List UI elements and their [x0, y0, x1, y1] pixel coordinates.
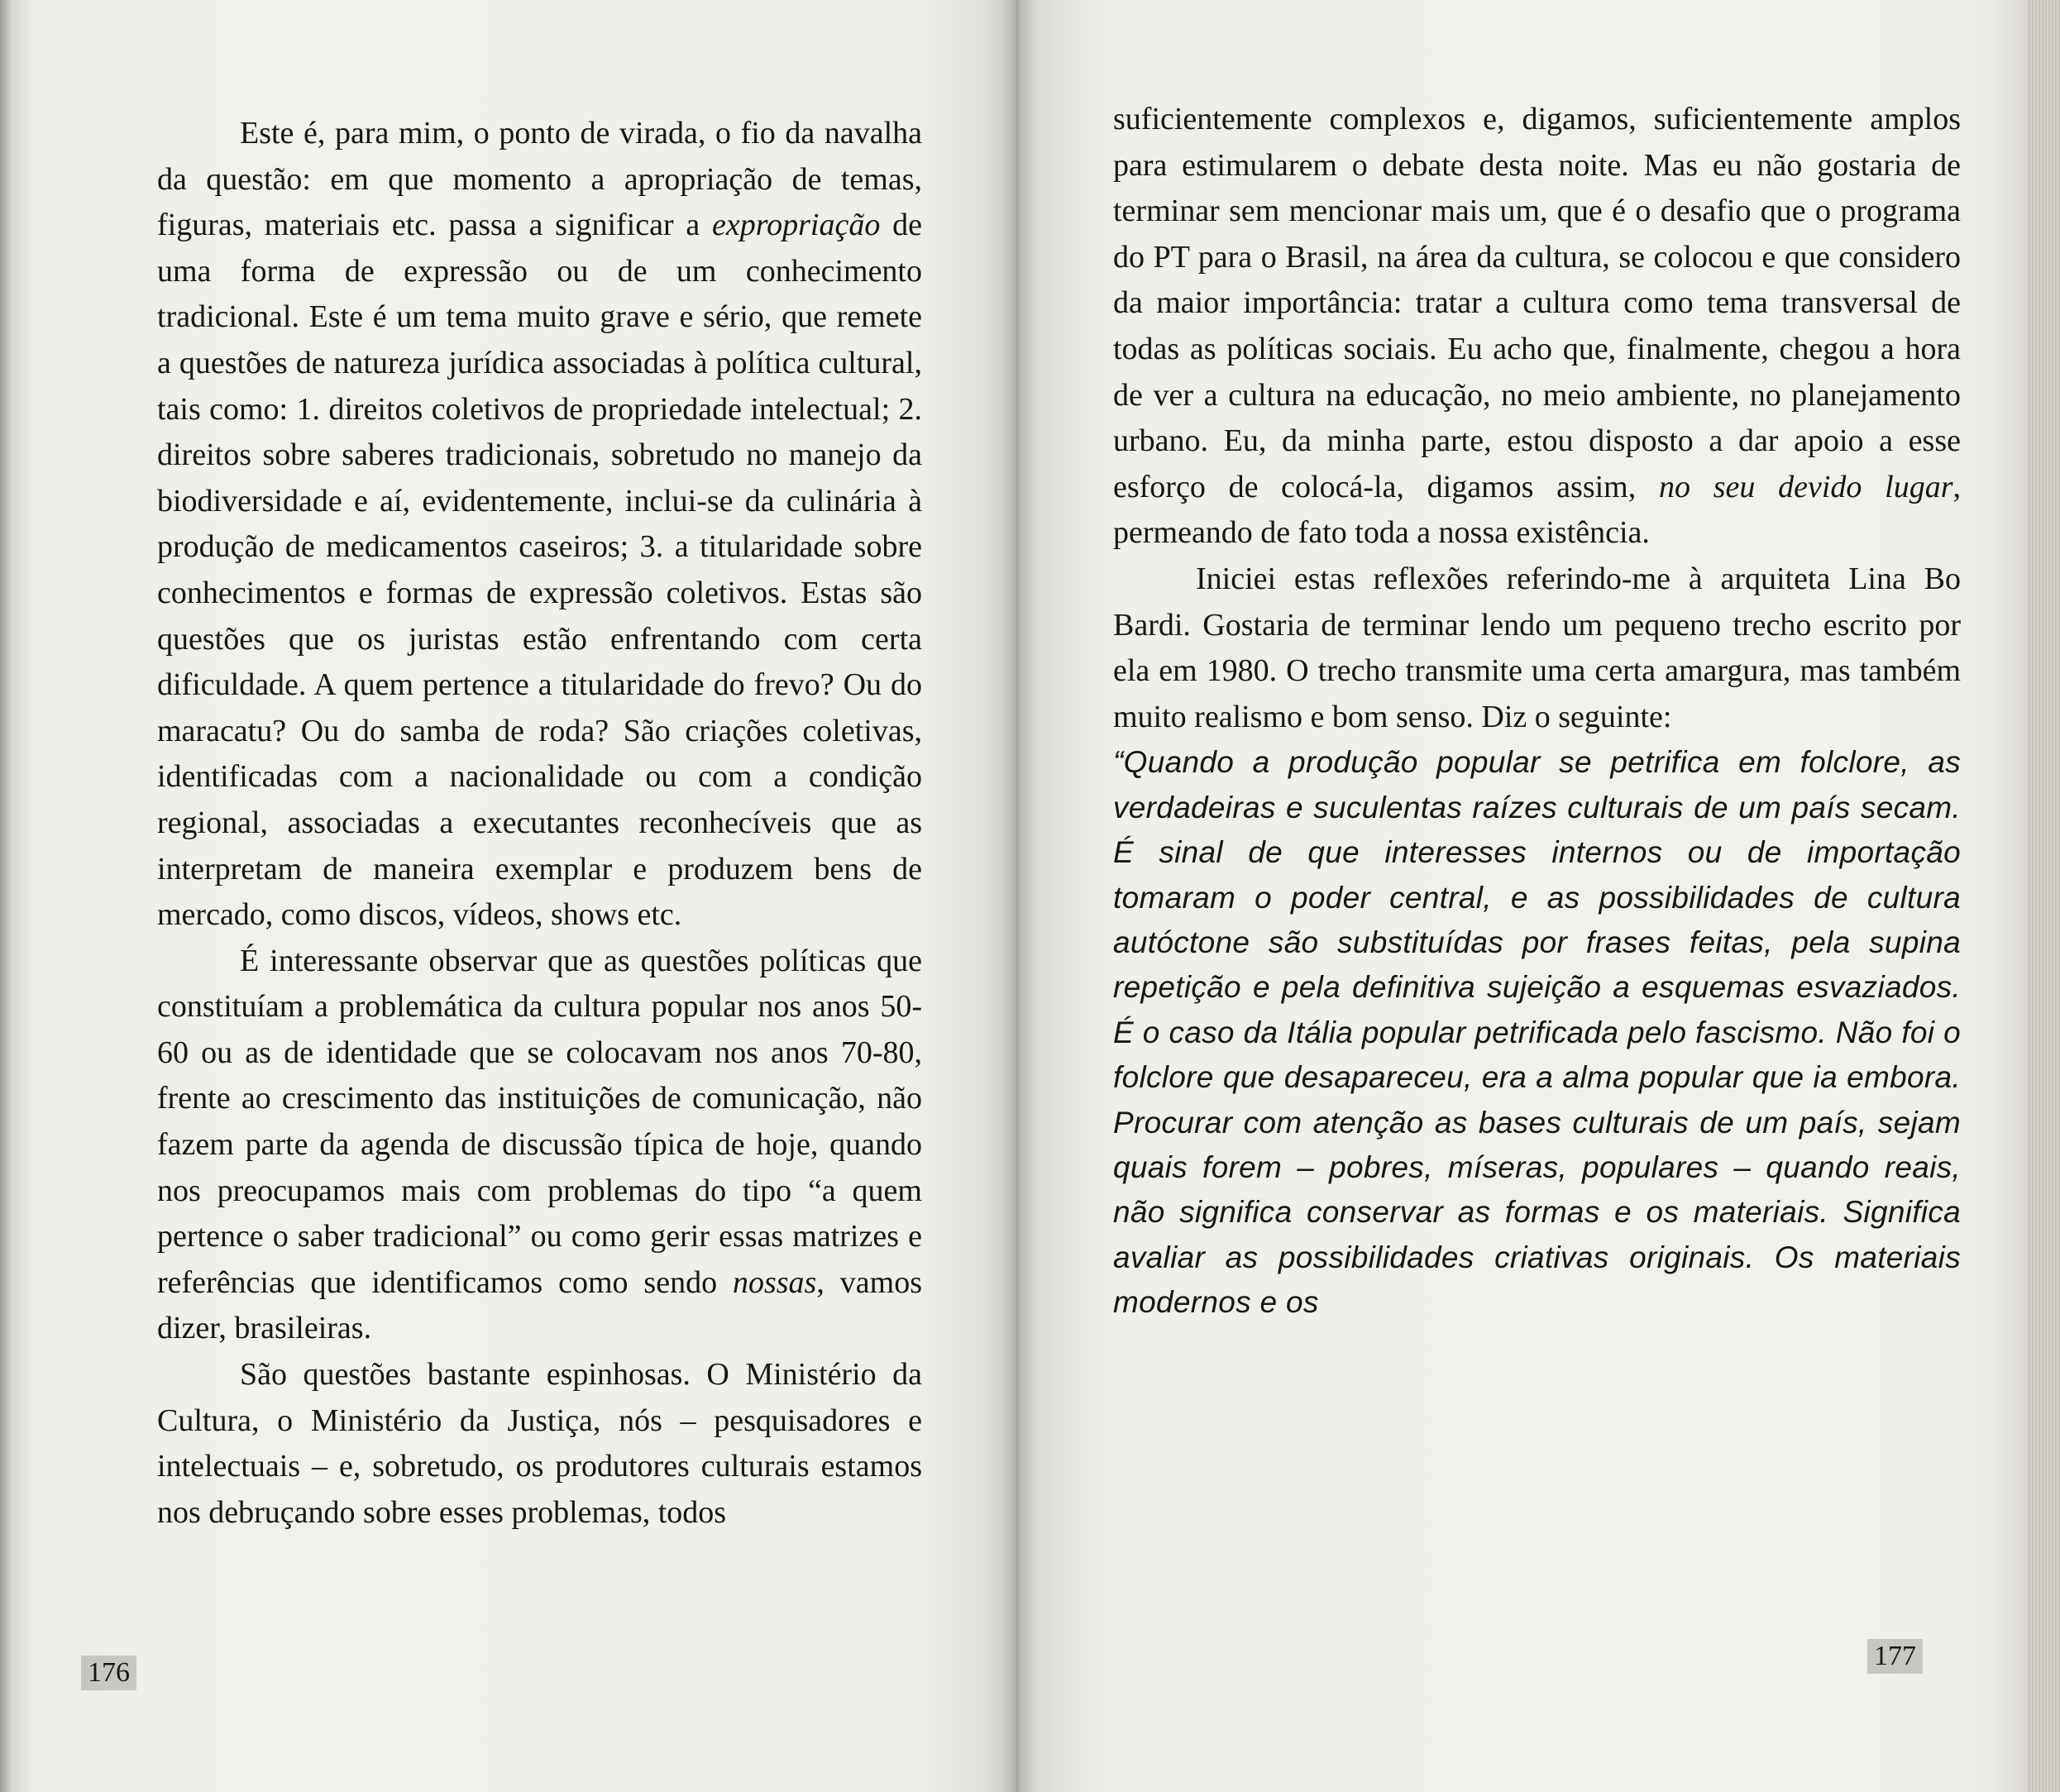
italic-text: expropriação [712, 208, 881, 243]
paragraph [157, 1352, 922, 1536]
right-page-text [1113, 97, 1961, 1326]
right-page-body [1113, 97, 1961, 740]
right-page-number: 177 [1867, 1639, 1923, 1674]
paragraph-text: , permeando de fato toda a nossa existência. [1113, 469, 1961, 551]
italic-text: nossas [732, 1264, 817, 1300]
lina-bo-bardi-quote: “Quando a produção popular se petrifica em folclore, as verdadeiras e suculentas raízes culturais de um país secam. É sinal de que interesses internos ou de importação tomaram o poder central, e as possibilidades de cultura autóctone são substituídas por frases feitas, pela supina repetição e pela definitiva sujeição a esquemas esvaziados. É o caso da Itália popular petrificada pelo fascismo. Não foi o folclore que desapareceu, era a alma popular que ia embora. Procurar com atenção as bases culturais de um país, sejam quais forem – pobres, míseras, populares – quando reais, não significa conservar as formas e os materiais. Significa avaliar as possibilidades criativas originais. Os materiais modernos e os [1113, 745, 1961, 1320]
paragraph-text: Este é, para mim, o ponto de virada, o fio da navalha da questão: em que momento a apropriação de temas, figuras, materiais etc. passa a significar a [157, 116, 922, 243]
paragraph-text: São questões bastante espinhosas. O Ministério da Cultura, o Ministério da Justiça, nós – pesquisadores e intelectuais – e, sobretudo, os produtores culturais estamos nos debruçando sobre esses problemas, todos [157, 1357, 922, 1530]
left-page-text [157, 111, 922, 1536]
paragraph [1113, 557, 1961, 740]
paragraph [1113, 97, 1961, 557]
paragraph [157, 939, 922, 1352]
paragraph-text: de uma forma de expressão ou de um conhecimento tradicional. Este é um tema muito grave e sério, que remete a questões de natureza jurídica associadas à política cultural, tais como: 1. direitos coletivos de propriedade intelectual; 2. direitos sobre saberes tradicionais, sobretudo no manejo da biodiversidade e aí, evidentemente, inclui-se da culinária à produção de medicamentos caseiros; 3. a titularidade sobre conhecimentos e formas de expressão coletivos. Estas são questões que os juristas estão enfrentando com certa dificuldade. A quem pertence a titularidade do frevo? Ou do maracatu? Ou do samba de roda? São criações coletivas, identificadas com a nacionalidade ou com a condição regional, associadas a executantes reconhecíveis que as interpretam de maneira exemplar e produzem bens de mercado, como discos, vídeos, shows etc. [157, 208, 922, 933]
left-page-number: 176 [81, 1656, 136, 1690]
paragraph [157, 111, 922, 939]
page-edge-stack [2027, 0, 2060, 1792]
paragraph-text: suficientemente complexos e, digamos, suficientemente amplos para estimularem o debate desta noite. Mas eu não gostaria de terminar sem mencionar mais um, que é o desafio que o programa do PT para o Brasil, na área da cultura, se colocou e que considero da maior importância: tratar a cultura como tema transversal de todas as políticas sociais. Eu acho que, finalmente, chegou a hora de ver a cultura na educação, no meio ambiente, no planejamento urbano. Eu, da minha parte, estou disposto a dar apoio a esse esforço de colocá-la, digamos assim, [1113, 102, 1961, 504]
book-gutter [1001, 0, 1034, 1792]
left-page [0, 0, 1016, 1792]
paragraph-text: É interessante observar que as questões políticas que constituíam a problemática da cultura popular nos anos 50-60 ou as de identidade que se colocavam nos anos 70-80, frente ao crescimento das instituições de comunicação, não fazem parte da agenda de discussão típica de hoje, quando nos preocupamos mais com problemas do tipo “a quem pertence o saber tradicional” ou como gerir essas matrizes e referências que identificamos como sendo [157, 943, 922, 1300]
italic-text: no seu devido lugar [1658, 469, 1953, 504]
paragraph-text: , vamos dizer, brasileiras. [157, 1264, 922, 1346]
paragraph-text: Iniciei estas reflexões referindo-me à arquiteta Lina Bo Bardi. Gostaria de terminar lendo um pequeno trecho escrito por ela em 1980. O trecho transmite uma certa amargura, mas também muito realismo e bom senso. Diz o seguinte: [1113, 561, 1961, 734]
right-page [1016, 0, 2060, 1792]
